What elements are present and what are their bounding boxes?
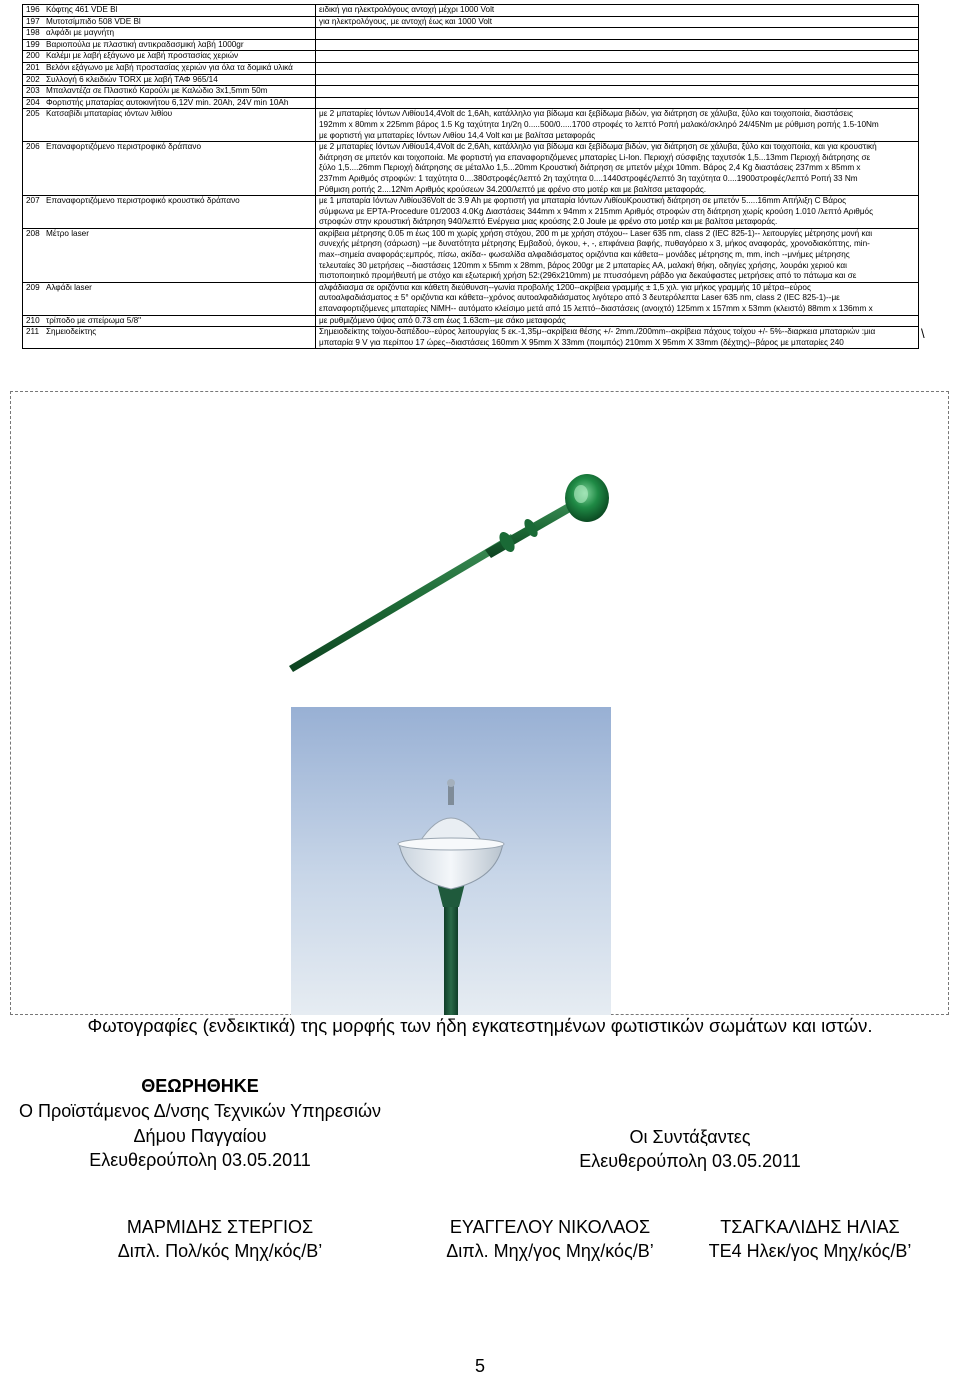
item-description-line: σύμφωνα με EPTA-Procedure 01/2003 4.0Kg Διαστάσεις 344mm x 94mm x 215mm Αριθμός στροφών στη διάτρηση χωρίς κρούση 1.010 /λεπτό Αριθμός — [319, 206, 874, 216]
item-description-line: πιστοποιητικό προμήθευτή με στόχο και εξωτερική χρήση 52:(296x210mm) με πτυσσόμενη ράβδο για δεκαύφαστες μετρήσεις από το πάτωμα και σε — [319, 271, 857, 281]
item-name-cell — [23, 62, 316, 74]
item-description-line: max--σημεία αναφοράς:εμπρός, πίσω, ακίδα-- φωσαλίδα αλφαδιάσματος οριζόντια και κάθετα-- μονάδες μέτρησης m, mm, inch --μνήμες μέτρησης — [319, 250, 850, 260]
item-name-cell — [23, 109, 316, 142]
table-row — [23, 16, 919, 28]
table-row — [23, 39, 919, 51]
item-number: 201 — [26, 62, 40, 72]
item-description-cell — [316, 86, 919, 98]
table-row — [23, 228, 919, 282]
item-number: 199 — [26, 39, 40, 49]
item-description-cell — [316, 315, 919, 327]
table-row — [23, 51, 919, 63]
item-description-line: συνεχής μέτρηση (σάρωση) --με δυνατότητα μέτρησης Εμβαδού, όγκου, +, -, επιφάνεια βαφής, πυθαγόρειο x 3, μήκος αναφοράς, χρονοδιακόπτης, min- — [319, 239, 870, 249]
item-description-line: για ηλεκτρολόγους, με αντοχή έως και 1000 Volt — [319, 16, 493, 26]
item-name-cell — [23, 39, 316, 51]
item-name: Κατσαβίδι μπαταρίας ιόντων λιθίου — [46, 109, 173, 119]
table-row — [23, 5, 919, 17]
item-name-cell — [23, 5, 316, 17]
item-description-cell — [316, 74, 919, 86]
item-name-cell — [23, 228, 316, 282]
signatory-3-name: ΤΣΑΓΚΑΛΙΔΗΣ ΗΛΙΑΣ — [720, 1217, 900, 1237]
item-description-cell — [316, 228, 919, 282]
item-number: 197 — [26, 16, 40, 26]
item-number: 198 — [26, 28, 40, 38]
item-name: Βελόνι εξάγωνο με λαβή προστασίας χεριών για όλα τα δομικά υλικά — [46, 62, 293, 72]
item-name-cell — [23, 74, 316, 86]
page-number: 5 — [474, 1356, 485, 1376]
item-description-line: Ρύθμιση ροπής 2....12Nm Αριθμός κρούσεων 34.200/λεπτό με φρένο στο μοτέρ και με βαλίτσα μεταφοράς. — [319, 184, 707, 194]
item-name: Μυτοτσίμπιδο 508 VDE Bl — [46, 16, 141, 26]
table-row — [23, 62, 919, 74]
item-description-cell — [316, 28, 919, 40]
item-description-line: 192mm x 80mm x 225mm βάρος 1.5 Kg ταχύτητα 1η/2η 0.....500/0.....1700 στροφές το λεπτό Ροπή μαλακό/σκληρό 24/45Nm με ρύθμιση ροπής 1.5-10Nm — [319, 119, 879, 129]
table-row — [23, 196, 919, 229]
item-number: 200 — [26, 51, 40, 61]
item-number: 203 — [26, 86, 40, 96]
table-row — [23, 327, 919, 349]
item-description-line: ακρίβεια μέτρησης 0.05 m έως 100 m χωρίς χρήση στόχου, 200 m με χρήση στόχου-- Laser 635 nm, class 2 (IEC 825-1)-- λειτουργίες μέτρησης μονή και — [319, 228, 873, 238]
item-description-cell — [316, 196, 919, 229]
item-name-cell — [23, 86, 316, 98]
item-number: 206 — [26, 142, 40, 152]
signatory-2-name: ΕΥΑΓΓΕΛΟΥ ΝΙΚΟΛΑΟΣ — [449, 1217, 651, 1237]
item-number: 204 — [26, 97, 40, 107]
stray-backslash: \ — [921, 326, 925, 341]
item-description-cell — [316, 62, 919, 74]
table-row — [23, 109, 919, 142]
street-lamp-photo — [291, 707, 611, 1015]
item-name: Φορτιστής μπαταρίας αυτοκινήτου 6,12V min. 20Ah, 24V min 10Ah — [46, 97, 289, 107]
item-name-cell — [23, 97, 316, 109]
item-description-cell — [316, 16, 919, 28]
item-name: Καλέμι με λαβή εξάγωνο με λαβή προστασίας χεριών — [46, 51, 239, 61]
item-description-line: 237mm Αριθμός στροφών: 1 ταχύτητα 0....380στροφές/λεπτό 2η ταχύτητα 0....1440στροφές/λεπτό 3η ταχύτητα 0....1900στροφές/λεπτό Ροπή 33 Nm — [319, 173, 858, 183]
item-description-line: ειδική για ηλεκτρολόγους αντοχή μέχρι 1000 Volt — [319, 5, 495, 14]
director-title: Ο Προϊστάμενος Δ/νσης Τεχνικών Υπηρεσιών — [18, 1101, 382, 1121]
signatory-2-title: Διπλ. Μηχ/γος Μηχ/κός/Β’ — [446, 1241, 654, 1261]
item-name: Σημειοδείκτης — [46, 327, 97, 337]
item-number: 210 — [26, 315, 40, 325]
item-name: Αλφάδι laser — [46, 282, 92, 292]
item-name: Μέτρο laser — [46, 228, 89, 238]
table-row — [23, 74, 919, 86]
table-row — [23, 315, 919, 327]
item-description-cell — [316, 97, 919, 109]
item-number: 202 — [26, 74, 40, 84]
signatory-1-name: ΜΑΡΜΙΔΗΣ ΣΤΕΡΓΙΟΣ — [126, 1217, 314, 1237]
item-name-cell — [23, 196, 316, 229]
item-name-cell — [23, 315, 316, 327]
item-description-line: με ρυθμιζόμενο ύψος από 0.73 cm έως 1.63cm--με σάκο μεταφοράς — [319, 315, 566, 325]
item-description-cell — [316, 142, 919, 196]
item-description-cell — [316, 109, 919, 142]
table-row — [23, 97, 919, 109]
item-description-line: με 1 μπαταρία Ιόντων Λιθίου36Volt dc 3.9 Ah με φορτιστή για μπαταρία Ιόντων ΛιθίουΚρουστική διάτρηση σε μπετόν 5.....16mm Απήλιξη C Βάρος — [319, 196, 847, 206]
item-name-cell — [23, 142, 316, 196]
item-number: 209 — [26, 282, 40, 292]
left-date: Ελευθερούπολη 03.05.2011 — [89, 1150, 311, 1170]
item-name: αλφάδι με μαγνήτη — [46, 28, 114, 38]
signatory-1-title: Διπλ. Πολ/κός Μηχ/κός/Β’ — [117, 1241, 323, 1261]
table-row — [23, 142, 919, 196]
table-row — [23, 28, 919, 40]
item-number: 205 — [26, 109, 40, 119]
item-description-line: στροφών στην κρουστική διάτρηση 940/λεπτό Ενέργεια μιας κρούσης 2.0 Joule με φρένο στο μοτέρ και με βαλίτσα μεταφοράς. — [319, 217, 778, 227]
item-name: Επαναφορτιζόμενο περιστροφικό δράπανο — [46, 142, 202, 152]
item-name-cell — [23, 51, 316, 63]
item-description-line: με 2 μπαταρίες Ιόντων Λιθίου14,4Volt dc 2,6Ah, κατάλληλο για βίδωμα και ξεβίδωμα βιδών, για διάτρηση σε χάλυβα, ξύλο και τοιχοποιία, και για κρουστική — [319, 142, 877, 152]
item-description-cell — [316, 51, 919, 63]
item-description-cell — [316, 327, 919, 349]
item-description-line: τελευταίες 30 μετρήσεις --διαστάσεις 120mm x 55mm x 28mm, βάρος 200gr με 2 μπαταρίες AA, μαλακή θήκη, οδηγίες χρήσης, λουράκι χεριού και — [319, 260, 847, 270]
equipment-table — [22, 4, 919, 349]
item-description-line: αυτοαλφαδιάσματος ± 5° οριζόντια και κάθετα--χρόνος αυτοαλφαδιάσματος λιγότερο από 3 δευτερόλεπτα Laser 635 nm, class 2 (IEC 825-1)--με — [319, 293, 840, 303]
item-name: Βαριοπούλα με πλαστική αντικραδασμική λαβή 1000gr — [46, 39, 244, 49]
authors-title: Οι Συντάξαντες — [629, 1127, 751, 1147]
item-description-line: διάτρηση σε μπετόν και τοιχοποιία. Με φορτιστή για επαναφορτιζόμενες μπαταρίες Li-Ion. Περιοχή σύσφιξης ταχυτσόκ 1,5...13mm Περιοχή διάτρησης σε — [319, 152, 871, 162]
item-description-cell — [316, 282, 919, 315]
item-number: 211 — [26, 327, 40, 337]
item-description-line: αλφάδιασμα σε οριζόντια και κάθετη διεύθυνση--γωνία προβολής 1200--ακρίβεια γραμμής ± 1,5 χιλ. για μήκος γραμμής 10 μέτρα--εύρος — [319, 282, 811, 292]
item-number: 196 — [26, 5, 40, 14]
item-number: 208 — [26, 228, 40, 238]
item-name-cell — [23, 28, 316, 40]
right-date: Ελευθερούπολη 03.05.2011 — [579, 1151, 801, 1171]
item-description-line: μπαταρία 9 V για περίπου 17 ώρες--διαστάσεις 160mm X 95mm X 33mm (ποιμπός) 210mm X 95mm X 33mm (δέχτης)--βάρος με μπαταρίες 240 — [319, 337, 844, 347]
item-description-line: Σημειοδείκτης τοίχου-δαπέδου--εύρος λειτουργίας 5 εκ.-1,35μ--ακρίβεια θέσης +/- 2mm./200mm--ακρίβεια πάχους τοίχου +/- 5%--διαρκεια μπαταριών :μια — [319, 327, 876, 337]
signatory-3-title: ΤΕ4 Ηλεκ/γος Μηχ/κός/Β’ — [708, 1241, 912, 1261]
table-row — [23, 86, 919, 98]
item-name-cell — [23, 327, 316, 349]
table-row — [23, 282, 919, 315]
item-description-cell — [316, 5, 919, 17]
item-name: τρίποδο με σπείρωμα 5/8" — [46, 315, 142, 325]
municipality-name: Δήμου Παγγαίου — [133, 1126, 267, 1146]
item-description-line: επαναφορτιζόμενες μπαταρίες NiMH-- αυτόματο κλείσιμο μετά από 15 λεπτό--διαστάσεις (ανοιχτό) 125mm x 157mm x 53mm (κλειστό) 88mm x 136mm x — [319, 304, 873, 314]
lamp-pole-photo — [285, 446, 617, 674]
item-name-cell — [23, 282, 316, 315]
item-name: Επαναφορτιζόμενο περιστροφικό κρουστικό δράπανο — [46, 196, 240, 206]
item-description-line: ξύλο 1,5....26mm Περιοχή διάτρησης σε μέταλλο 1,5...20mm Κρουστική διάτρηση σε μπετόν μέχρι 10mm. Βάρος 2,4 Kg διαστάσεις 237mm x 85mm x — [319, 163, 861, 173]
item-name-cell — [23, 16, 316, 28]
item-description-cell — [316, 39, 919, 51]
item-number: 207 — [26, 196, 40, 206]
item-name: Συλλογή 6 κλειδιών TORX με λαβή ΤΑΦ 965/14 — [46, 74, 218, 84]
item-description-line: με φορτιστή για μπαταρίες Ιόντων Λιθίου 14,4 Volt και με βαλίτσα μεταφοράς — [319, 130, 596, 140]
item-description-line: με 2 μπαταρίες Ιόντων Λιθίου14,4Volt dc 1,6Ah, κατάλληλο για βίδωμα και ξεβίδωμα βιδών, για διάτρηση σε χάλυβα, ξύλο και τοιχοποιία, διαστάσεις — [319, 109, 853, 119]
equipment-table-body — [23, 5, 919, 349]
item-name: Κόφτης 461 VDE Bl — [46, 5, 118, 14]
reviewed-title: ΘΕΩΡΗΘΗΚΕ — [141, 1076, 259, 1096]
item-name: Μπαλαντέζα σε Πλαστικό Καρούλι με Καλώδιο 3x1,5mm 50m — [46, 86, 268, 96]
photo-caption: Φωτογραφίες (ενδεικτικά) της μορφής των ήδη εγκατεστημένων φωτιστικών σωμάτων και ιστών. — [87, 1015, 873, 1036]
